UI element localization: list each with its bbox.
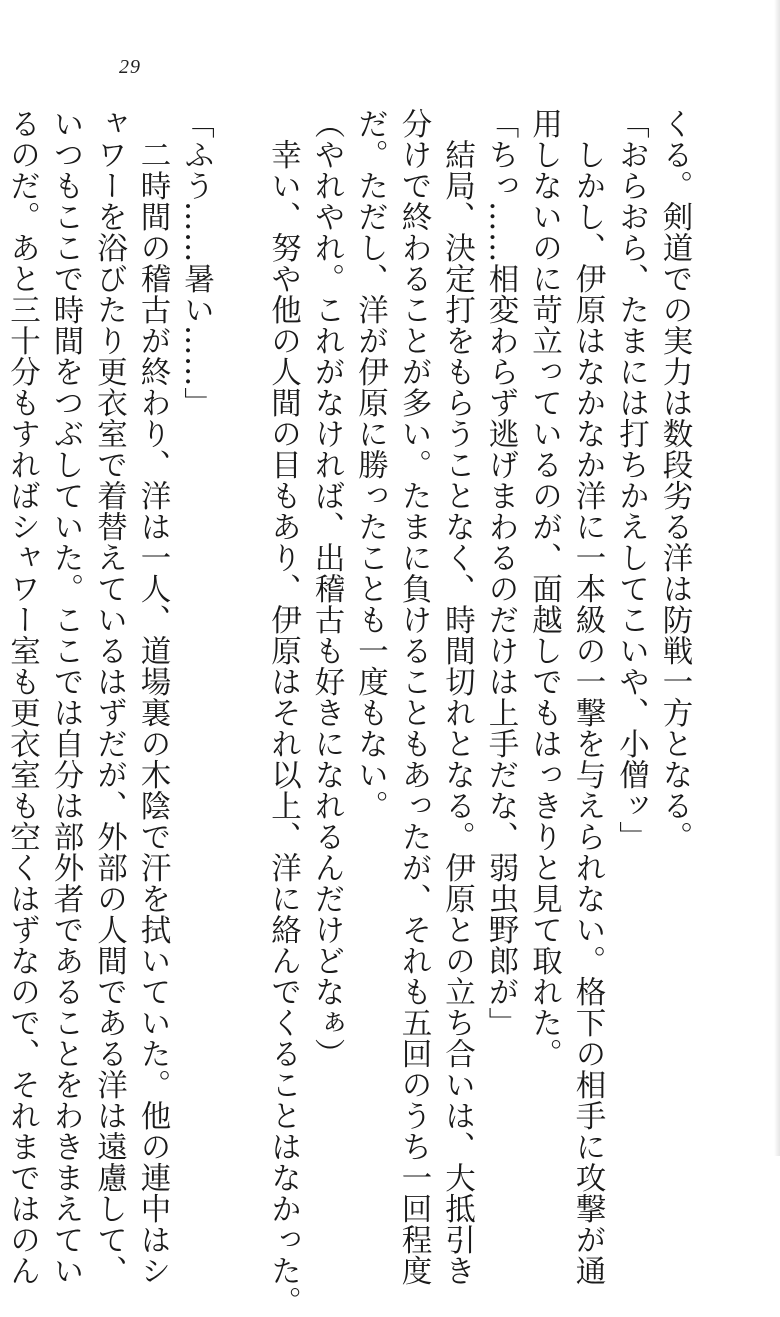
text-line: しかし、伊原はなかなか洋に一本級の一撃を与えられない。格下の相手に攻撃が通 (570, 108, 605, 1286)
text-line: 分けで終わることが多い。たまに負けることもあったが、それも五回のうち一回程度 (396, 108, 431, 1286)
text-line: 用しないのに苛立っているのが、面越しでもはっきりと見て取れた。 (526, 108, 562, 1069)
text-line: 幸い、努や他の人間の目もあり、伊原はそれ以上、洋に絡んでくることはなかった。 (265, 108, 301, 1317)
page-number: 29 (119, 56, 141, 78)
text-line: （やれやれ。これがなければ、出稽古も好きになれるんだけどなぁ） (309, 108, 344, 1069)
text-line: だ。ただし、洋が伊原に勝ったことも一度もない。 (352, 108, 388, 821)
text-line: 「ちっ……相変わらず逃げまわるのだけは上手だな、弱虫野郎が」 (483, 108, 518, 1038)
text-line: くる。剣道での実力は数段劣る洋は防戦一方となる。 (657, 108, 692, 852)
body-text (4, 108, 696, 1317)
text-line: 二時間の稽古が終わり、洋は一人、道場裏の木陰で汗を拭いていた。他の連中はシ (135, 108, 170, 1286)
text-line: 結局、決定打をもらうことなく、時間切れとなる。伊原との立ち合いは、大抵引き (439, 108, 475, 1286)
text-line: ャワーを浴びたり更衣室で着替えているはずだが、外部の人間である洋は遠慮して、 (91, 108, 127, 1286)
text-line: 「ふう……暑い……」 (178, 108, 214, 418)
text-line: るのだ。あと三十分もすればシャワー室も更衣室も空くはずなので、それまではのん (4, 108, 40, 1286)
page-edge (774, 0, 780, 1156)
text-line: いつもここで時間をつぶしていた。ここでは自分は部外者であることをわきまえてい (48, 108, 83, 1286)
section-break (218, 108, 262, 1108)
text-line: 「おらおら、たまには打ちかえしてこいや、小僧ッ」 (613, 108, 649, 852)
